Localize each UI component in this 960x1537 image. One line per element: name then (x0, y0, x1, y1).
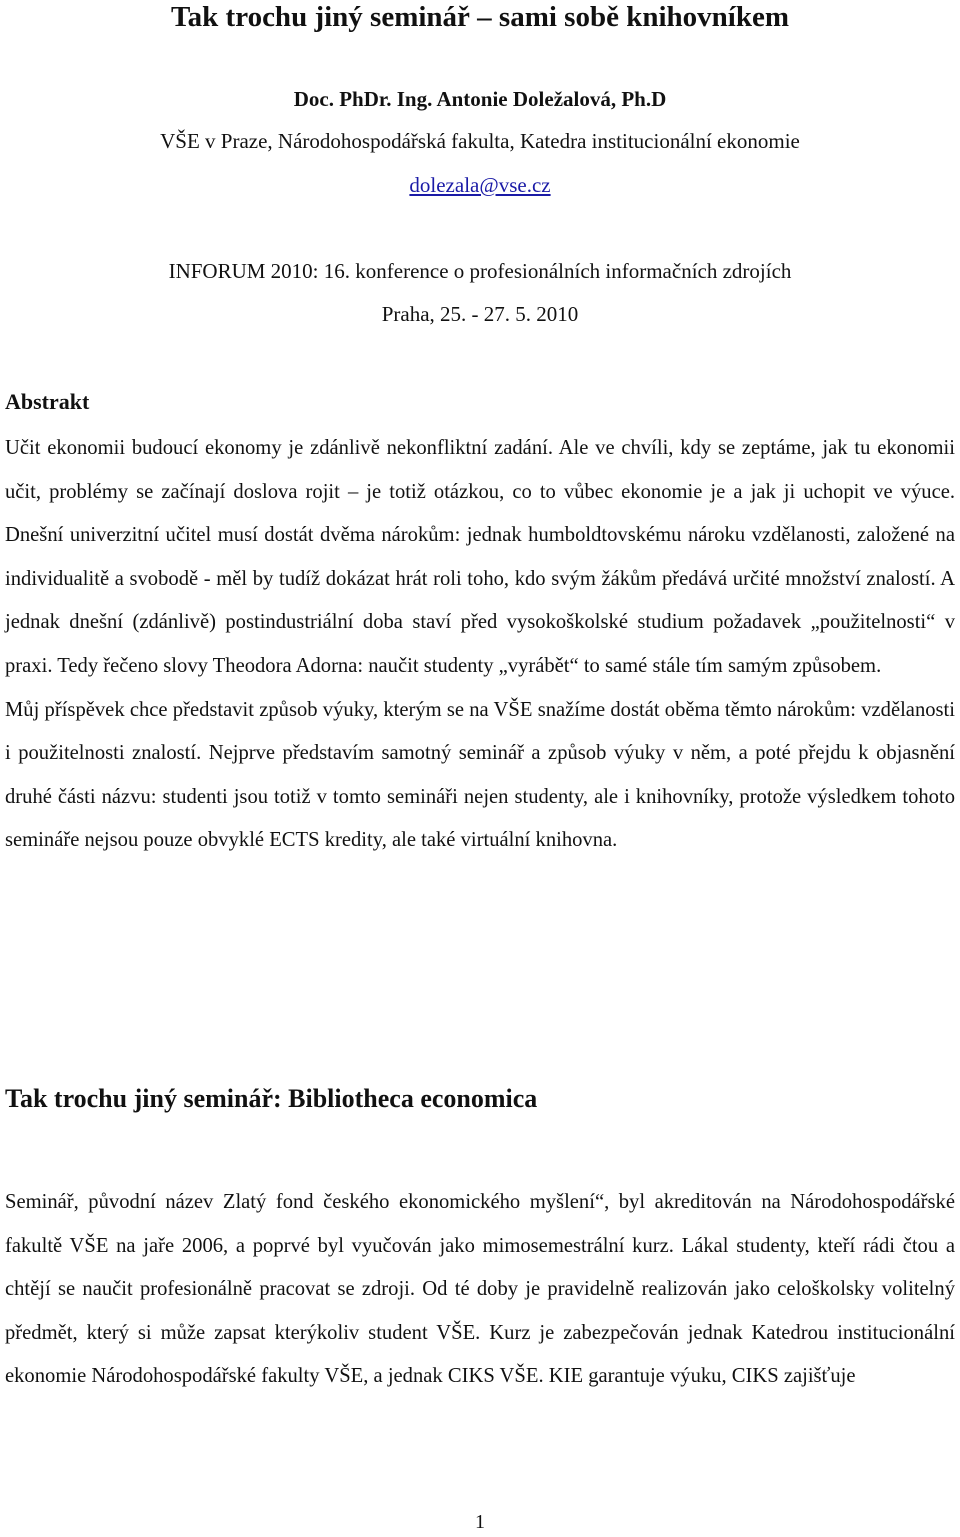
author-email (0, 171, 960, 199)
section-paragraph-1: Seminář, původní název Zlatý fond českého ekonomického myšlení“, byl akreditován na Národohospodářské fakultě VŠE na jaře 2006, a poprvé byl vyučován jako mimosemestrální kurz. Lákal studenty, kteří rádi čtou a chtějí se naučit profesionálně pracovat se zdroji. Od té doby je pravidelně realizován jako celoškolsky volitelný předmět, který si může zapsat kterýkoliv student VŠE. Kurz je zabezpečován jednak Katedrou institucionální ekonomie Národohospodářské fakulty VŠE, a jednak CIKS VŠE. KIE garantuje výuku, CIKS zajišťuje (5, 1191, 955, 1388)
section-heading: Tak trochu jiný seminář: Bibliotheca economica (5, 1084, 538, 1113)
abstract-body (5, 427, 955, 863)
email-link[interactable]: dolezala@vse.cz (409, 173, 551, 197)
section-body (5, 1181, 955, 1399)
author-name: Doc. PhDr. Ing. Antonie Doležalová, Ph.D (293, 87, 667, 111)
conference-date: Praha, 25. - 27. 5. 2010 (381, 302, 579, 326)
abstract-heading: Abstrakt (5, 389, 90, 414)
document-title: Tak trochu jiný seminář – sami sobě knihovníkem (171, 1, 789, 33)
abstract-paragraph-1: Učit ekonomii budoucí ekonomy je zdánlivě nekonfliktní zadání. Ale ve chvíli, kdy se zeptáme, jak tu ekonomii učit, problémy se začínají doslova rojit – je totiž otázkou, co to vůbec ekonomie je a jak ji uchopit ve výuce. Dnešní univerzitní učitel musí dostát dvěma nárokům: jednak humboldtovskému nároku vzdělanosti, založené na individualitě a svobodě - měl by tudíž dokázat hrát roli toho, kdo svým žákům předává určité množství znalostí. A jednak dnešní (zdánlivě) postindustriální doba staví před vysokoškolské studium požadavek „použitelnosti“ v praxi. Tedy řečeno slovy Theodora Adorna: naučit studenty „vyrábět“ to samé stále tím samým způsobem. (5, 437, 955, 677)
abstract-paragraph-2: Můj příspěvek chce představit způsob výuky, kterým se na VŠE snažíme dostát oběma těmto nárokům: vzdělanosti i použitelnosti znalostí. Nejprve představím samotný seminář a způsob výuky v něm, a poté přejdu k objasnění druhé části názvu: studenti jsou totiž v tomto semináři nejen studenty, ale i knihovníky, protože výsledkem tohoto semináře nejsou pouze obvyklé ECTS kredity, ale také virtuální knihovna. (5, 698, 955, 852)
page-number: 1 (475, 1511, 485, 1533)
author-affiliation: VŠE v Praze, Národohospodářská fakulta, Katedra institucionální ekonomie (160, 129, 800, 153)
conference-name: INFORUM 2010: 16. konference o profesionálních informačních zdrojích (168, 259, 792, 283)
